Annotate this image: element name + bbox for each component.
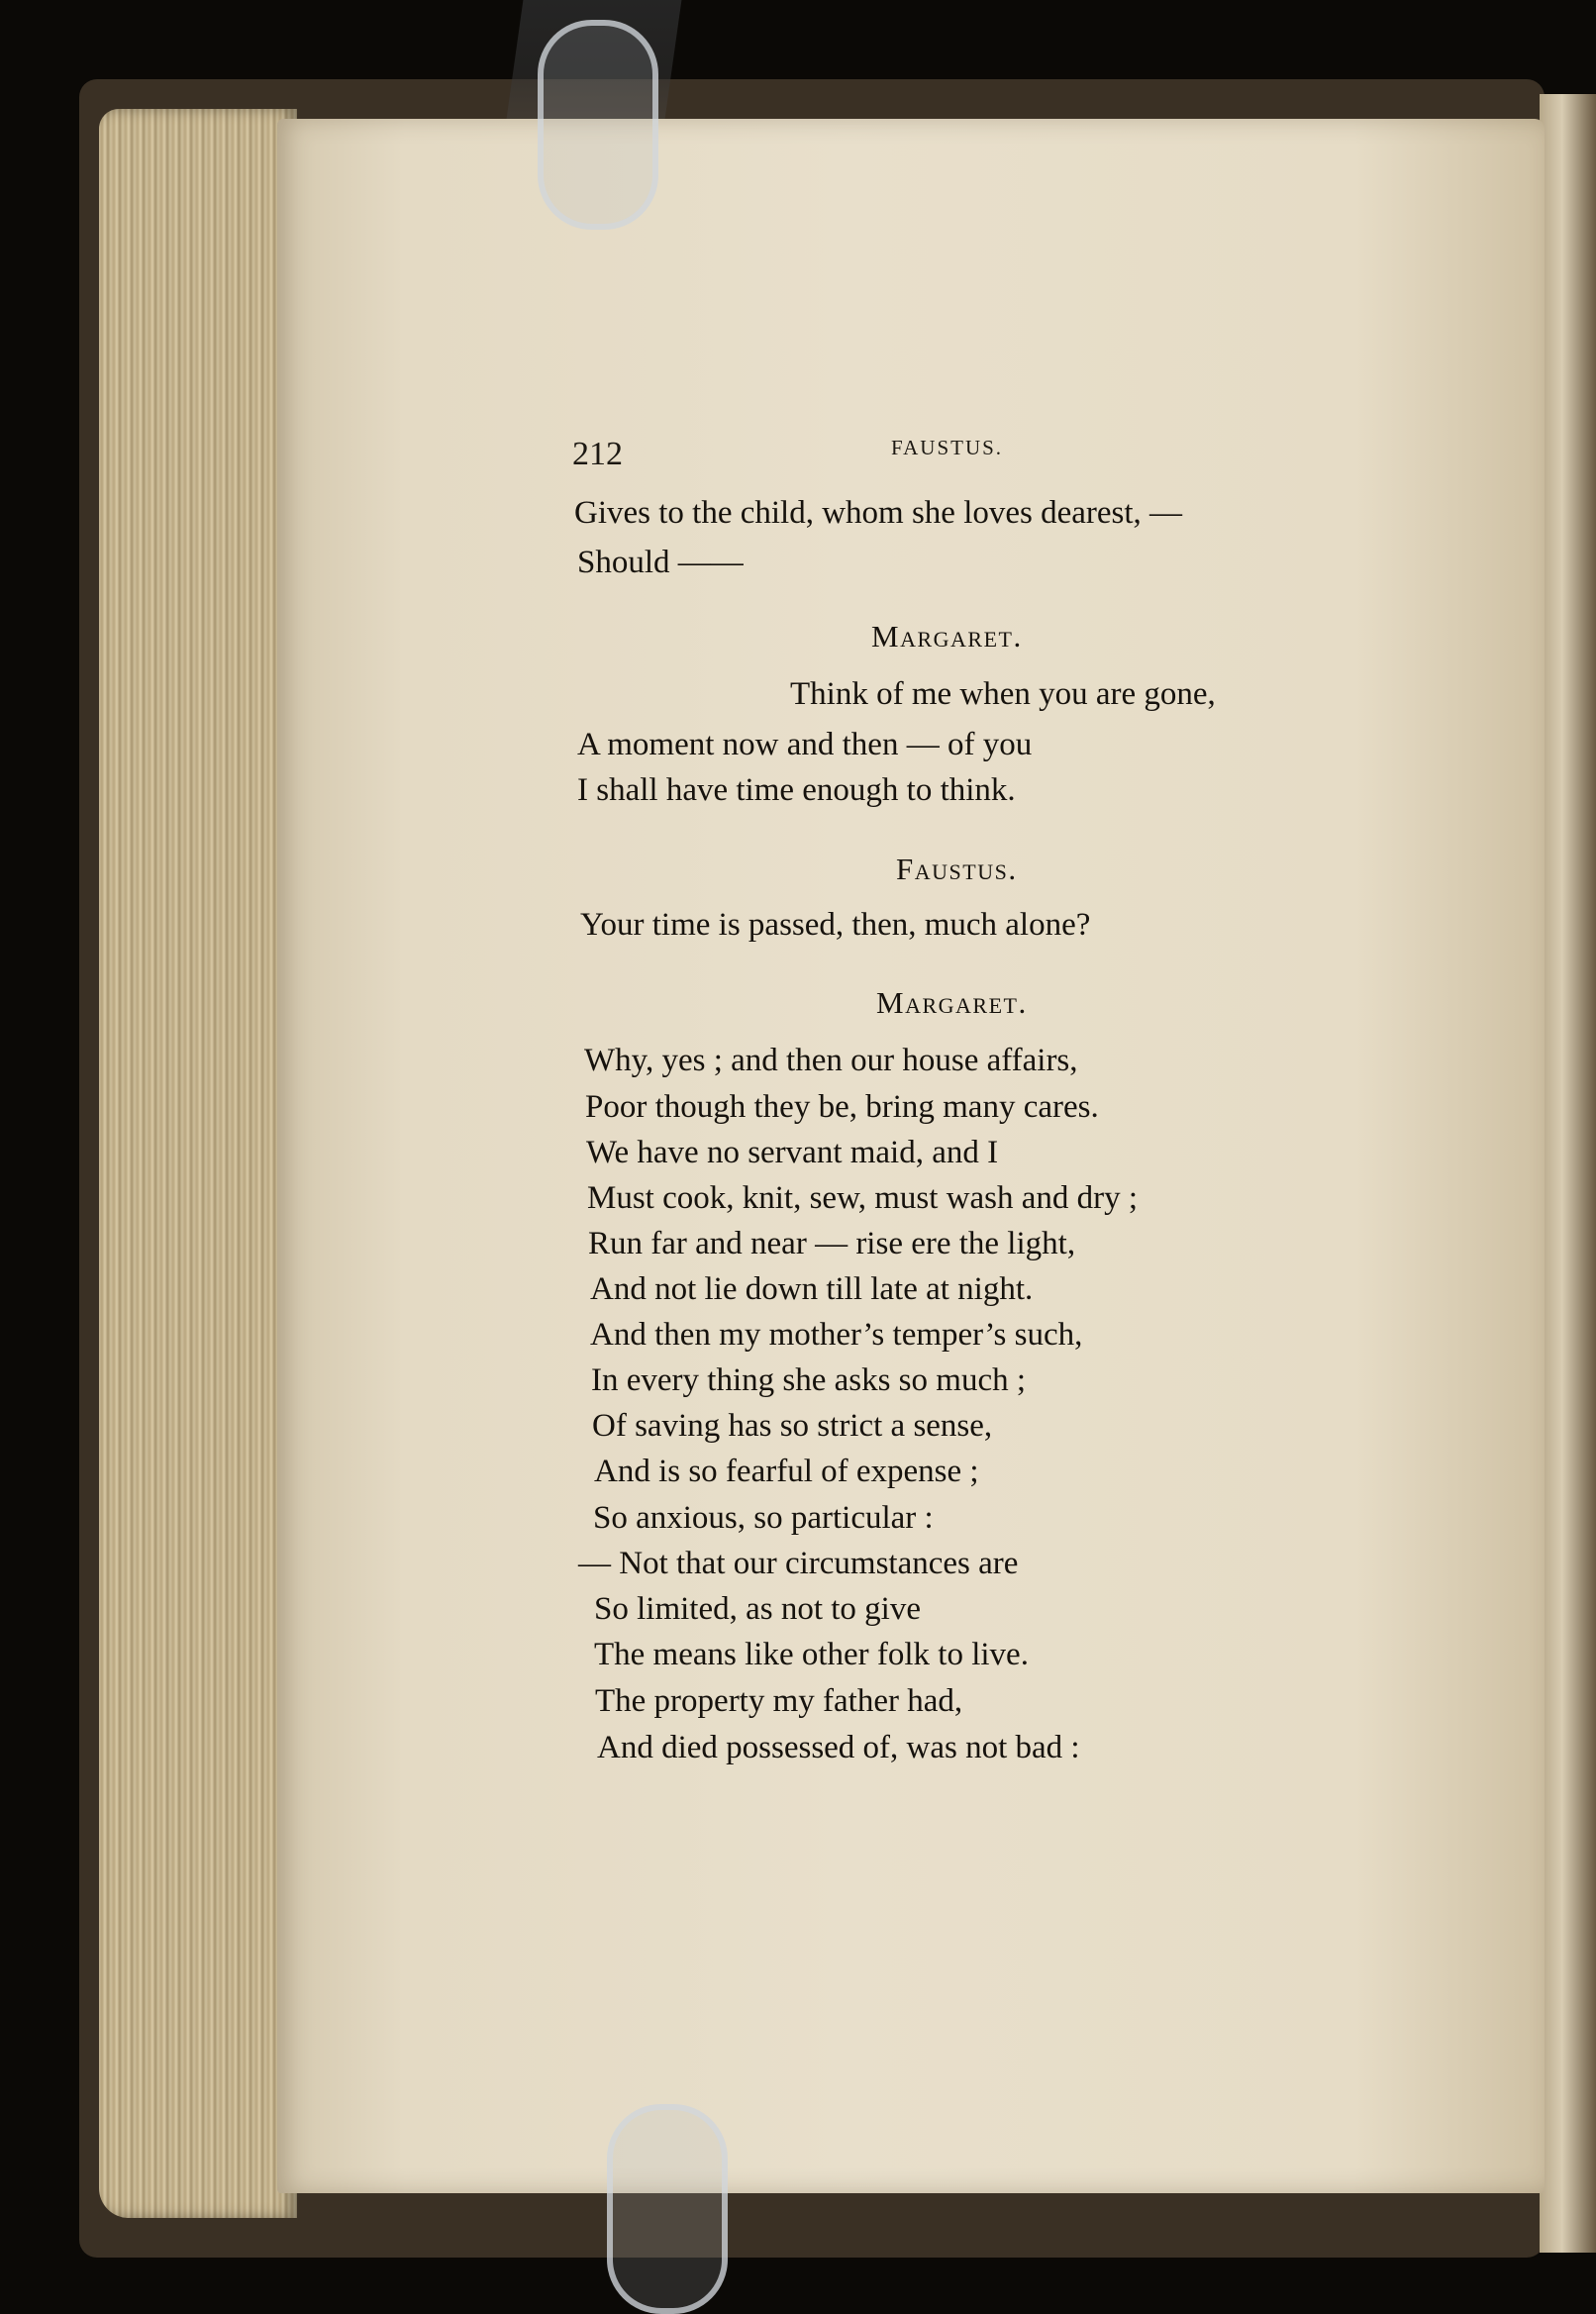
page-number: 212: [572, 436, 623, 472]
top-page-clip: [538, 20, 658, 230]
verse-line: And died possessed of, was not bad :: [597, 1730, 1080, 1765]
bottom-page-clip: [607, 2104, 728, 2314]
verse-line: In every thing she asks so much ;: [591, 1362, 1027, 1398]
verse-line: And not lie down till late at night.: [590, 1271, 1034, 1307]
verse-line: Poor though they be, bring many cares.: [585, 1089, 1099, 1125]
verse-line: Think of me when you are gone,: [790, 676, 1216, 712]
verse-line: So limited, as not to give: [594, 1591, 921, 1627]
verse-line: Should ——: [577, 545, 744, 580]
speaker-label: Faustus.: [896, 852, 1018, 886]
verse-line: We have no servant maid, and I: [586, 1135, 999, 1170]
speaker-label: Margaret.: [871, 619, 1023, 654]
verse-line: And is so fearful of expense ;: [594, 1454, 979, 1489]
verse-line: Must cook, knit, sew, must wash and dry ;: [587, 1180, 1139, 1216]
verse-line: Run far and near — rise ere the light,: [588, 1226, 1076, 1261]
speaker-label: Margaret.: [876, 985, 1028, 1020]
verse-line: And then my mother’s temper’s such,: [590, 1317, 1083, 1353]
verse-line: Why, yes ; and then our house affairs,: [584, 1043, 1078, 1078]
running-title: FAUSTUS.: [891, 436, 1004, 459]
verse-line: The property my father had,: [595, 1683, 963, 1719]
verse-line: Gives to the child, whom she loves dearest, —: [574, 495, 1183, 531]
verse-line: The means like other folk to live.: [594, 1637, 1029, 1672]
verse-line: Of saving has so strict a sense,: [592, 1408, 993, 1444]
facing-page-edge: [1540, 94, 1596, 2253]
page-edges: [99, 109, 297, 2218]
verse-line: So anxious, so particular :: [593, 1500, 934, 1536]
verse-line: — Not that our circumstances are: [578, 1546, 1019, 1581]
verse-line: Your time is passed, then, much alone?: [580, 907, 1091, 943]
verse-line: I shall have time enough to think.: [577, 772, 1016, 808]
verse-line: A moment now and then — of you: [577, 727, 1033, 762]
